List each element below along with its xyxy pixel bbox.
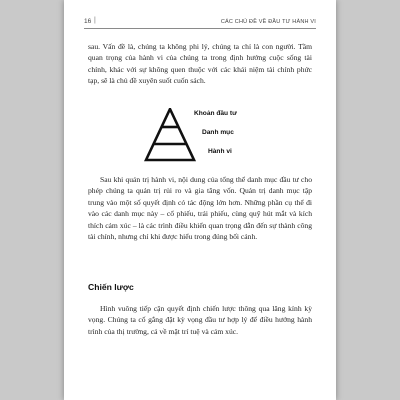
pyramid-label-portfolio: Danh mục xyxy=(202,129,234,136)
running-title: CÁC CHỦ ĐỀ VỀ ĐẦU TƯ HÀNH VI xyxy=(220,19,316,25)
pyramid-outline xyxy=(146,109,194,160)
paragraph-strategy: Hình vuông tiếp cận quyết định chiến lược thông qua lăng kính kỳ vọng. Chúng ta cố gắng đặt kỳ vọng đầu tư hợp lý để điều hướng hành trình của thị trường, cả về mặt trí tuệ và cảm xúc. xyxy=(88,304,312,336)
book-page xyxy=(64,0,336,400)
page-number: 16 xyxy=(84,18,92,25)
paragraph-portfolio: Sau khi quản trị hành vi, nội dung của tổng thể danh mục đầu tư cho phép chúng ta quản trị rủi ro và gia tăng vốn. Quản trị danh mục tập trung vào một số quyết định có tác động lớn hơn. Những phần cụ thể đi vào các danh mục này – cổ phiếu, trái phiếu, cùng quỹ hút mắt và kích thích cảm xúc – là các trình điều khiển quan trọng dẫn đến sự thành công tài chính, nhưng chỉ khi được hiểu trong đúng bối cảnh. xyxy=(88,175,312,242)
pyramid-label-behavior: Hành vi xyxy=(208,148,232,155)
pyramid-diagram xyxy=(144,108,274,164)
paragraph-intro: sau. Vấn đề là, chúng ta không phi lý, chúng ta chỉ là con người. Tầm quan trọng của hành vi của chúng ta trong định hướng cuộc sống tài chính, khác với sự không quen thuộc với các khái niệm tài chính phức tạp, sẽ là chủ đề xuyên suốt cuốn sách. xyxy=(88,42,312,86)
header-separator: | xyxy=(94,17,96,24)
section-heading: Chiến lược xyxy=(88,282,134,292)
running-header xyxy=(84,18,316,29)
pyramid-label-investments: Khoản đầu tư xyxy=(194,110,237,117)
